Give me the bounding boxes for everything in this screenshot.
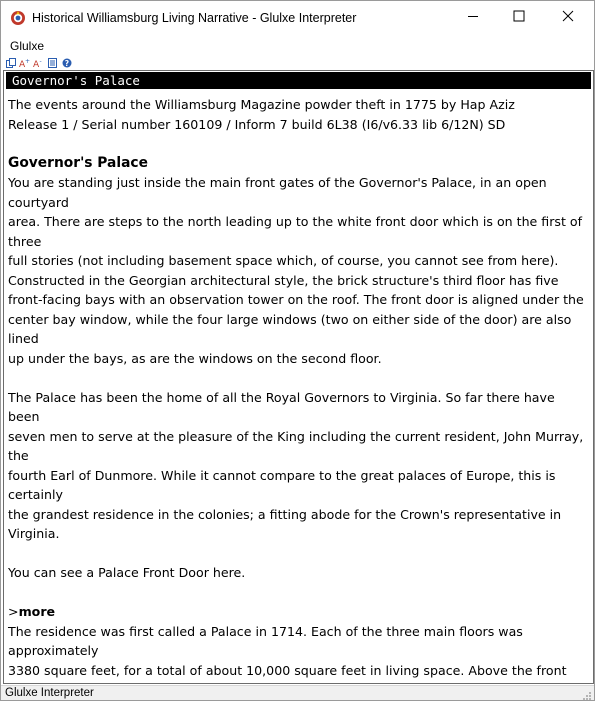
glulxe-app-icon[interactable] (10, 10, 26, 26)
status-line (6, 72, 591, 89)
document-icon[interactable] (47, 57, 58, 68)
command-echo (8, 602, 590, 622)
room-title: Governor's Palace (8, 154, 148, 171)
story-text-window[interactable] (3, 70, 594, 684)
room-desc-line: up under the bays, as are the windows on the second floor. (8, 350, 382, 366)
more-line: 3380 square feet, for a total of about 10,000 square feet in living space. Above the front (8, 662, 567, 678)
font-decrease-icon[interactable] (33, 57, 44, 68)
font-increase-icon[interactable] (19, 57, 30, 68)
room-desc-line: front-facing bays with an observation tower on the roof. The front door is aligned under the (8, 292, 584, 307)
close-button[interactable] (545, 1, 591, 35)
svg-text:+: + (25, 57, 30, 65)
history-line: seven men to serve at the pleasure of the King including the current resident, John Murray, the (8, 428, 584, 463)
maximize-button[interactable] (496, 1, 542, 35)
room-desc-line: full stories (not including basement space which, of course, you cannot see from here). (8, 253, 559, 268)
history-line: the grandest residence in the colonies; a fitting abode for the Crown's representative in Virginia. (8, 506, 562, 541)
object-line: You can see a Palace Front Door here. (8, 565, 246, 580)
title-bar[interactable] (1, 1, 594, 35)
command-text: more (18, 604, 56, 619)
svg-text:-: - (39, 57, 42, 65)
minimize-button[interactable] (450, 1, 496, 35)
close-icon (562, 9, 574, 27)
history-line: The Palace has been the home of all the Royal Governors to Virginia. So far there have been (8, 389, 555, 424)
room-desc-line: Constructed in the Georgian architectural style, the brick structure's third floor has five (8, 272, 559, 288)
window-title: Historical Williamsburg Living Narrative - Glulxe Interpreter (32, 11, 357, 25)
status-bar-text: Glulxe Interpreter (5, 687, 94, 699)
svg-text:A: A (33, 59, 40, 68)
help-icon[interactable] (61, 57, 72, 68)
minimize-icon (467, 9, 479, 27)
status-bar (1, 685, 594, 700)
room-desc-line: area. There are steps to the north leading up to the white front door which is on the first of three (8, 214, 583, 249)
svg-text:?: ? (64, 58, 69, 68)
more-line: The residence was first called a Palace in 1714. Each of the three main floors was approximately (8, 623, 523, 658)
maximize-icon (513, 9, 525, 27)
resize-grip-icon[interactable] (581, 688, 592, 699)
copy-icon[interactable] (5, 57, 16, 68)
toolbar (5, 56, 72, 69)
room-desc-line: center bay window, while the four large windows (two on either side of the door) are also lined (8, 311, 572, 346)
command-prompt: > (8, 604, 19, 619)
status-line-location: Governor's Palace (12, 73, 140, 88)
intro-line: The events around the Williamsburg Magazine powder theft in 1775 by Hap Aziz (8, 97, 515, 112)
menu-bar (1, 37, 594, 55)
svg-text:A: A (19, 59, 26, 68)
story-output (8, 95, 590, 684)
menu-glulxe[interactable]: Glulxe (10, 39, 45, 53)
history-line: fourth Earl of Dunmore. While it cannot compare to the great palaces of Europe, this is certainly (8, 467, 556, 502)
release-line: Release 1 / Serial number 160109 / Inform 7 build 6L38 (I6/v6.33 lib 6/12N) SD (8, 116, 506, 132)
room-desc-line: You are standing just inside the main front gates of the Governor's Palace, in an open courtyard (8, 175, 547, 210)
